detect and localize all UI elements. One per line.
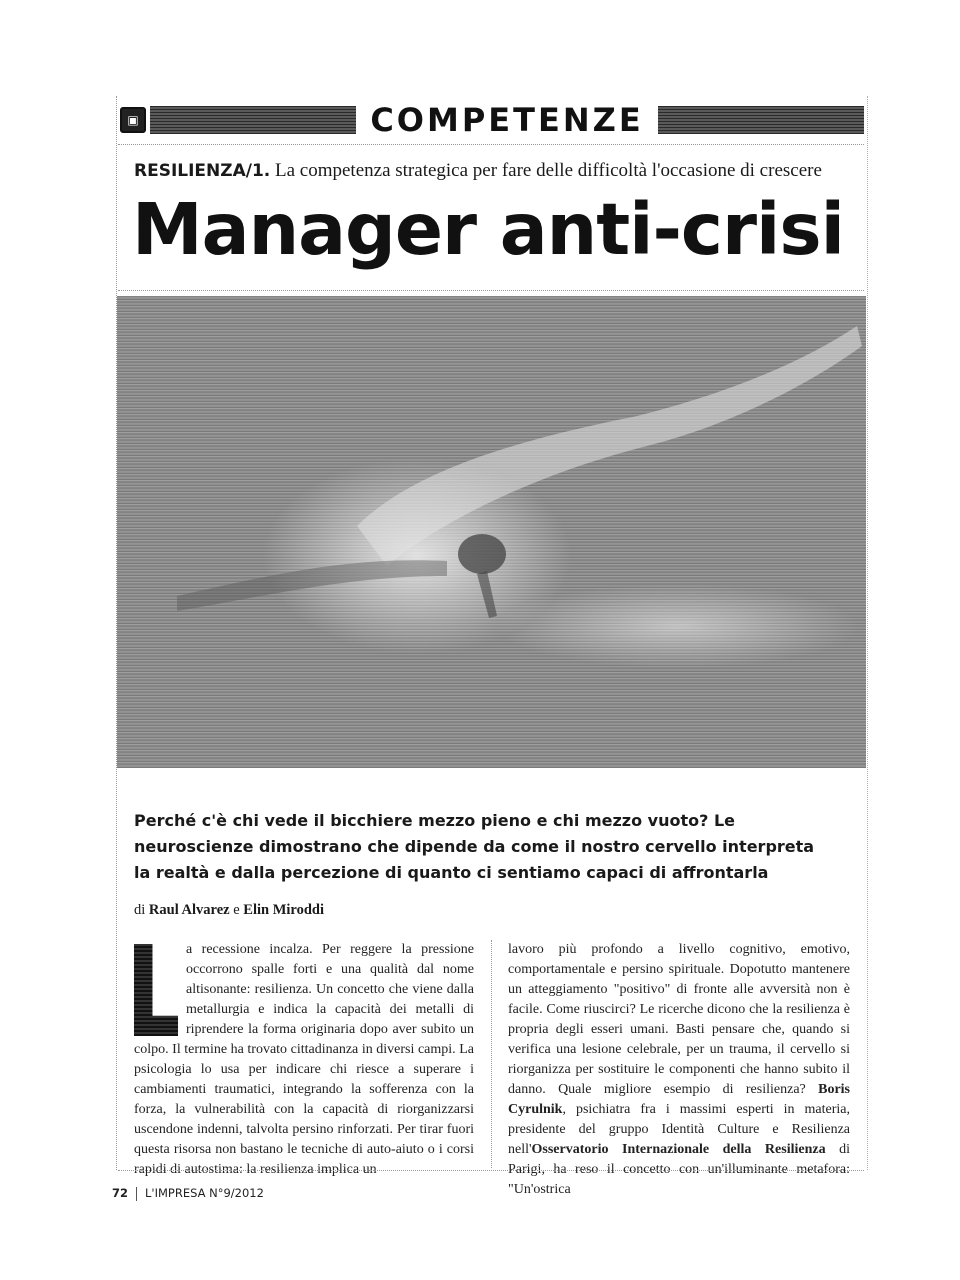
section-bar-pattern-right bbox=[658, 106, 864, 134]
organization-name: Osservatorio Internazionale della Resilienza bbox=[531, 1142, 826, 1157]
footer-separator bbox=[136, 1187, 137, 1201]
kicker-tag: RESILIENZA/1. bbox=[134, 161, 271, 181]
kicker-text: La competenza strategica per fare delle difficoltà l'occasione di crescere bbox=[270, 160, 822, 181]
magazine-issue: L'IMPRESA N°9/2012 bbox=[145, 1186, 264, 1200]
byline-and: e bbox=[229, 902, 244, 918]
page-footer bbox=[112, 1186, 264, 1201]
body-text: di Parigi, ha reso il concetto con un'illuminante metafora: "Un'ostrica bbox=[508, 1142, 850, 1197]
section-bar-pattern-left bbox=[150, 106, 356, 134]
body-text: , psichiatra fra i massimi esperti in materia, presidente del gruppo Identità Culture e Resilienza nell' bbox=[508, 1102, 850, 1157]
byline bbox=[134, 902, 324, 919]
body-text: lavoro più profondo a livello cognitivo, emotivo, comportamentale e persino spirituale. Dopotutto mantenere un atteggiamento "positivo" di fronte alle avversità non è facile. Come riuscirci? Le ricerche dicono che la resilienza è propria degli esseri umani. Basti pensare che, quando si verifica una lesione celebrale, per un trauma, il cervello si riorganizza per sostituire le componenti che hanno subito il danno. Quale migliore esempio di resilienza? bbox=[508, 942, 850, 1097]
lede-paragraph: Perché c'è chi vede il bicchiere mezzo pieno e chi mezzo vuoto? Le neuroscienze dimostrano che dipende da come il nostro cervello interpreta la realtà e dalla percezione di quanto ci sentiamo capaci di affrontarla bbox=[134, 811, 815, 882]
body-column-2 bbox=[508, 940, 850, 1200]
column-divider bbox=[491, 940, 492, 1168]
byline-author: Elin Miroddi bbox=[243, 902, 324, 918]
body-column-1 bbox=[134, 940, 474, 1180]
divider bbox=[118, 144, 864, 145]
hero-photo bbox=[117, 296, 866, 768]
drop-cap-l bbox=[134, 944, 178, 1036]
body-text: a recessione incalza. Per reggere la pressione occorrono spalle forti e una qualità dal nome altisonante: resilienza. Un concetto che viene dalla metallurgia e indica la capacità dei metalli di riprendere la forma originaria dopo aver subito un colpo. Il termine ha trovato cittadinanza in diversi campi. La psicologia lo usa per indicare chi riesce a superare i cambiamenti traumatici, integrando la sofferenza con la forza, la vulnerabilità con la capacità di riorganizzarsi uscendone indenni, talvolta persino rinforzati. Per tirar fuori questa risorsa non bastano le tecniche di auto-aiuto o i corsi rapidi di autostima: la resilienza implica un bbox=[134, 942, 474, 1177]
swimmer-illustration bbox=[117, 296, 866, 768]
section-title: COMPETENZE bbox=[370, 101, 644, 139]
divider bbox=[118, 290, 864, 291]
person-name: Boris Cyrulnik bbox=[508, 1082, 850, 1117]
byline-author: Raul Alvarez bbox=[148, 902, 230, 918]
divider bbox=[118, 1170, 864, 1171]
magazine-logo-icon: ▣ bbox=[120, 107, 146, 133]
page-number: 72 bbox=[112, 1186, 129, 1200]
byline-prefix: di bbox=[134, 902, 149, 918]
headline: Manager anti-crisi bbox=[132, 188, 844, 271]
kicker bbox=[134, 160, 822, 182]
section-header bbox=[118, 100, 864, 140]
